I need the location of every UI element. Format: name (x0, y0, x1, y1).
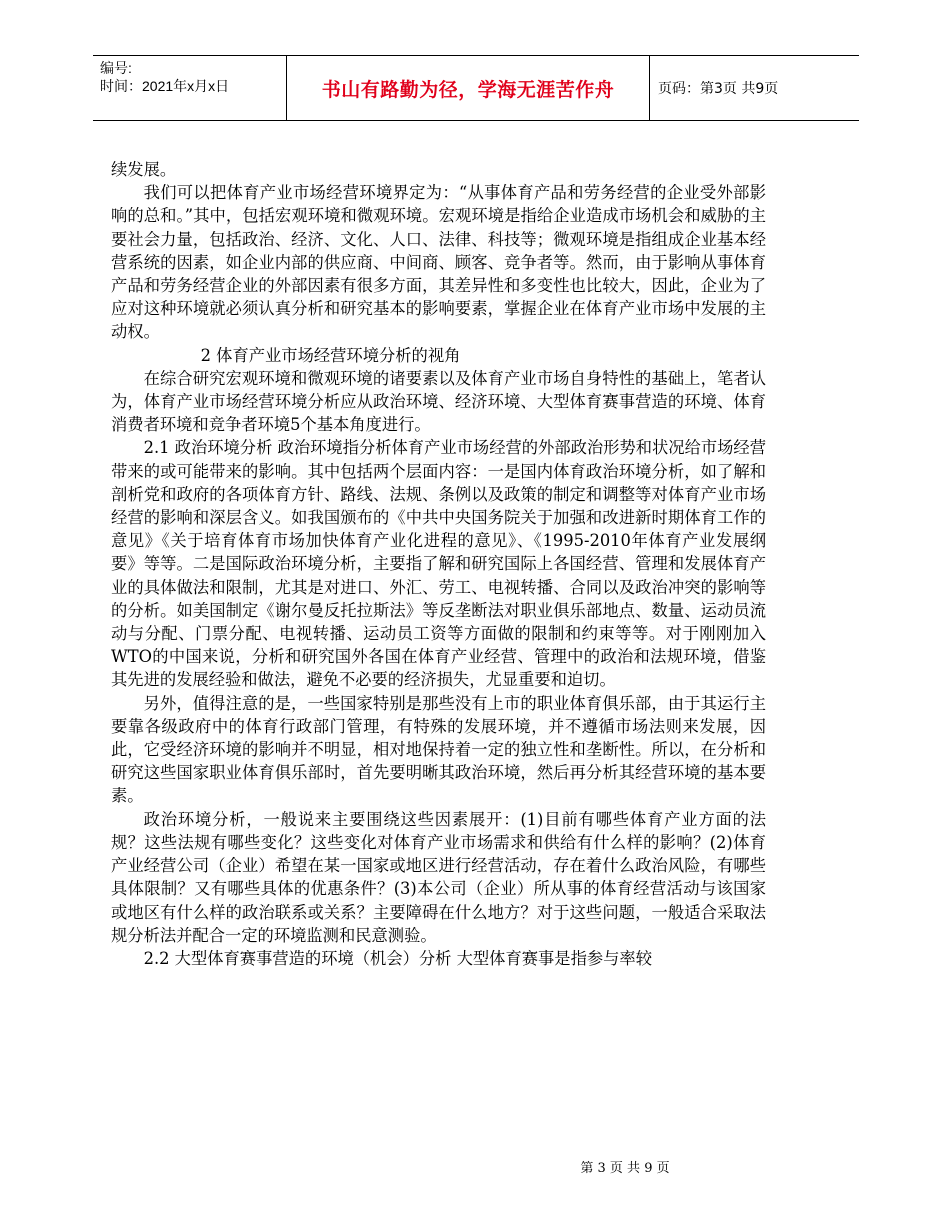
time-label: 时间：2021年x月x日 (100, 78, 230, 94)
paragraph: 政治环境分析，一般说来主要围绕这些因素展开：(1)目前有哪些体育产业方面的法规？这些法规有哪些变化？这些变化对体育产业市场需求和供给有什么样的影响？(2)体育产业经营公司（企业）希望在某一国家或地区进行经营活动，存在着什么政治风险，有哪些具体限制？又有哪些具体的优惠条件？(3)本公司（企业）所从事的体育经营活动与该国家或地区有什么样的政治联系或关系？主要障碍在什么地方？对于这些问题，一般适合采取法规分析法并配合一定的环境监测和民意测验。 (111, 809, 766, 945)
header-page-info: 页码：第3页 共9页 (658, 81, 779, 97)
page-header (93, 55, 859, 121)
paragraph: 续发展。 (111, 160, 177, 179)
paragraph: 另外，值得注意的是，一些国家特别是那些没有上市的职业体育俱乐部，由于其运行主要靠各级政府中的体育行政部门管理，有特殊的发展环境，并不遵循市场法则来发展，因此，它受经济环境的影响并不明显，相对地保持着一定的独立性和垄断性。所以，在分析和研究这些国家职业体育俱乐部时，首先要明晰其政治环境，然后再分析其经营环境的基本要素。 (111, 693, 766, 806)
serial-label: 编号: (100, 60, 132, 76)
paragraph: 2.1 政治环境分析 政治环境指分析体育产业市场经营的外部政治形势和状况给市场经营带来的或可能带来的影响。其中包括两个层面内容：一是国内体育政治环境分析，如了解和剖析党和政府的各项体育方针、路线、法规、条例以及政策的制定和调整等对体育产业市场经营的影响和深层含义。如我国颁布的《中共中央国务院关于加强和改进新时期体育工作的意见》《关于培育体育市场加快体育产业化进程的意见》、《1995-2010年体育产业发展纲要》等等。二是国际政治环境分析，主要指了解和研究国际上各国经营、管理和发展体育产业的具体做法和限制，尤其是对进口、外汇、劳工、电视转播、合同以及政治冲突的影响等的分析。如美国制定《谢尔曼反托拉斯法》等反垄断法对职业俱乐部地点、数量、运动员流动与分配、门票分配、电视转播、运动员工资等方面做的限制和约束等等。对于刚刚加入WTO的中国来说，分析和研究国外各国在体育产业经营、管理中的政治和法规环境，借鉴其先进的发展经验和做法，避免不必要的经济损失，尤显重要和迫切。 (111, 438, 766, 690)
paragraph: 在综合研究宏观环境和微观环境的诸要素以及体育产业市场自身特性的基础上，笔者认为，体育产业市场经营环境分析应从政治环境、经济环境、大型体育赛事营造的环境、体育消费者环境和竞争者环境5个基本角度进行。 (111, 368, 766, 435)
header-meta (93, 56, 286, 120)
paragraph: 我们可以把体育产业市场经营环境界定为：“从事体育产品和劳务经营的企业受外部影响的总和。”其中，包括宏观环境和微观环境。宏观环境是指给企业造成市场机会和威胁的主要社会力量，包括政治、经济、文化、人口、法律、科技等；微观环境是指组成企业基本经营系统的因素，如企业内部的供应商、中间商、顾客、竞争者等。然而，由于影响从事体育产品和劳务经营企业的外部因素有很多方面，其差异性和多变性也比较大，因此，企业为了应对这种环境就必须认真分析和研究基本的影响要素，掌握企业在体育产业市场中发展的主动权。 (111, 183, 766, 342)
page-footer: 第 3 页 共 9 页 (580, 1161, 670, 1176)
section-heading: 2 体育产业市场经营环境分析的视角 (200, 345, 461, 365)
document-body (111, 158, 766, 970)
paragraph: 2.2 大型体育赛事营造的环境（机会）分析 大型体育赛事是指参与率较 (143, 948, 652, 968)
header-motto: 书山有路勤为径，学海无涯苦作舟 (286, 56, 650, 120)
